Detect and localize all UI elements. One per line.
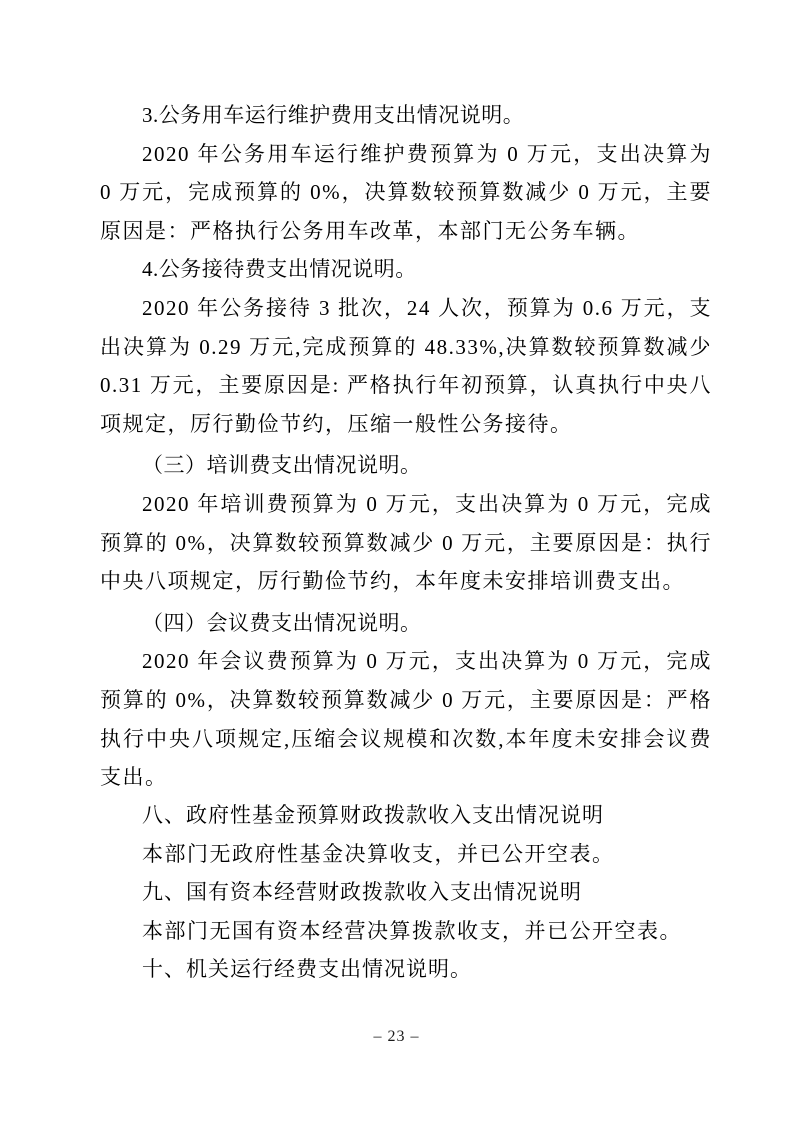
page-number: – 23 –: [373, 1028, 420, 1045]
paragraph-vehicle-expense: 2020 年公务用车运行维护费预算为 0 万元，支出决算为 0 万元，完成预算的 0%，决算数较预算数减少 0 万元，主要原因是：严格执行公务用车改革，本部门无公务车辆。: [100, 141, 712, 243]
paragraph-state-capital: 本部门无国有资本经营决算拨款收支，并已公开空表。: [142, 919, 682, 944]
paragraph-gov-fund: 本部门无政府性基金决算收支，并已公开空表。: [142, 842, 615, 867]
subheading-vehicle-expense: 3.公务用车运行维护费用支出情况说明。: [142, 103, 525, 127]
subheading-meeting-expense: （四）会议费支出情况说明。: [142, 610, 422, 635]
paragraph-meeting-expense: 2020 年会议费预算为 0 万元，支出决算为 0 万元，完成预算的 0%，决算数较预算数减少 0 万元，主要原因是：严格执行中央八项规定,压缩会议规模和次数,本年度未安排会议费支出。: [100, 649, 712, 790]
subheading-training-expense: （三）培训费支出情况说明。: [142, 453, 422, 478]
section-heading-operating-funds: 十、机关运行经费支出情况说明。: [142, 958, 472, 982]
section-heading-gov-fund: 八、政府性基金预算财政拨款收入支出情况说明: [142, 803, 604, 827]
paragraph-training-expense: 2020 年培训费预算为 0 万元，支出决算为 0 万元，完成预算的 0%，决算数较预算数减少 0 万元，主要原因是：执行中央八项规定，厉行勤俭节约，本年度未安排培训费支出。: [100, 491, 712, 594]
paragraph-reception-expense: 2020 年公务接待 3 批次，24 人次，预算为 0.6 万元，支出决算为 0.29 万元,完成预算的 48.33%,决算数较预算数减少 0.31 万元，主要原因是: 严格执行年初预算，认真执行中央八项规定，厉行勤俭节约，压缩一般性公务接待。: [100, 295, 712, 436]
document-body: [100, 96, 712, 990]
section-heading-state-capital: 九、国有资本经营财政拨款收入支出情况说明: [142, 880, 582, 904]
subheading-reception-expense: 4.公务接待费支出情况说明。: [142, 257, 417, 282]
